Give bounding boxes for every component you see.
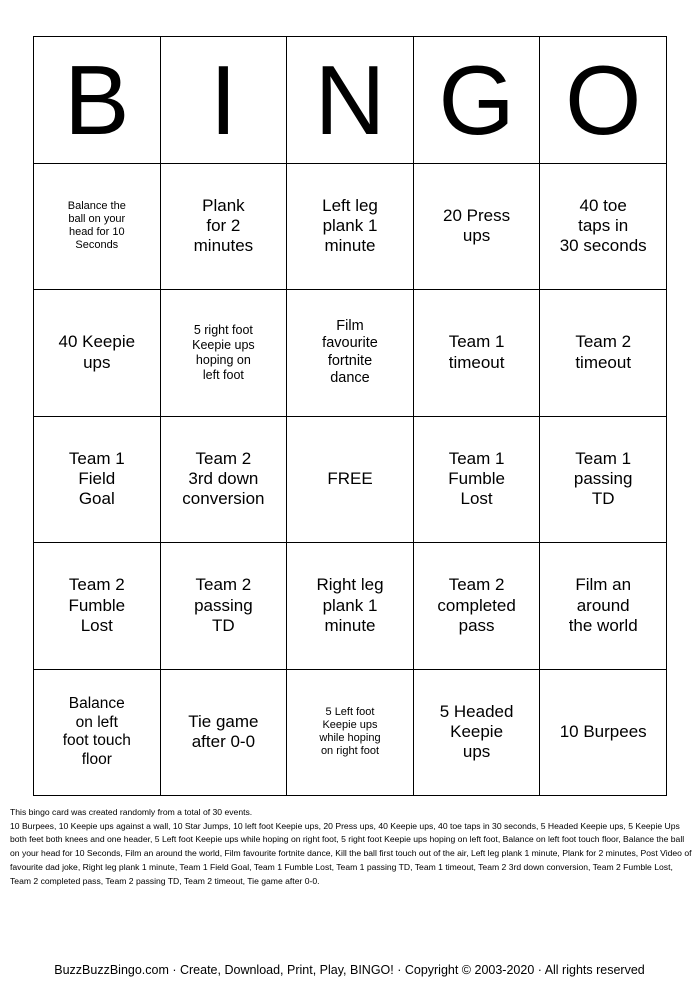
cell-text: 5 Left foot Keepie ups while hoping on right foot	[319, 705, 381, 758]
cell-text: Team 1 timeout	[448, 332, 505, 372]
bingo-cell	[287, 670, 414, 797]
bingo-cell	[34, 164, 161, 291]
bingo-cell	[287, 164, 414, 291]
bingo-cell	[34, 670, 161, 797]
cell-text: Team 1 Field Goal	[68, 448, 125, 509]
bingo-cell	[414, 417, 541, 544]
cell-text: Team 1 Fumble Lost	[448, 448, 505, 509]
cell-text: 10 Burpees	[559, 722, 647, 742]
bingo-cell	[414, 543, 541, 670]
cell-text: Balance the ball on your head for 10 Seconds	[67, 199, 126, 252]
cell-text: Right leg plank 1 minute	[316, 575, 384, 635]
bingo-cell	[161, 417, 288, 544]
cell-text: Team 1 passing TD	[573, 448, 633, 509]
card-info-intro: This bingo card was created randomly from a total of 30 events.	[10, 807, 253, 817]
bingo-cell	[540, 290, 667, 417]
bingo-cell	[161, 164, 288, 291]
card-info-events: 10 Burpees, 10 Keepie ups against a wall, 10 Star Jumps, 10 left foot Keepie ups, 20 Press ups, 40 Keepie ups, 40 toe taps in 30 seconds, 5 Headed Keepie ups, 5 Keepie Ups both feet both knees and one header, 5 Left foot Keepie ups while hoping on right foot, 5 right foot Keepie ups hoping on left foot, Balance on left foot touch floor, Balance the ball on your head for 10 Seconds, Film an around the world, Film favourite fortnite dance, Kill the ball first touch out of the air, Left leg plank 1 minute, Plank for 2 minutes, Post Video of favourite dad joke, Right leg plank 1 minute, Team 1 Field Goal, Team 1 Fumble Lost, Team 1 passing TD, Team 1 timeout, Team 2 3rd down conversion, Team 2 Fumble Lost, Team 2 completed pass, Team 2 passing TD, Team 2 timeout, Tie game after 0-0.	[10, 820, 692, 886]
header-letter-n: N	[287, 37, 414, 164]
cell-text: 20 Press ups	[443, 205, 511, 246]
card-info	[10, 806, 692, 888]
bingo-cell	[414, 670, 541, 797]
cell-text: Balance on left foot touch floor	[62, 695, 131, 768]
header-letter-o: O	[540, 37, 667, 164]
free-space	[287, 417, 414, 544]
cell-text: Film an around the world	[568, 575, 638, 635]
header-letter-i: I	[161, 37, 288, 164]
cell-text: 5 Headed Keepie ups	[439, 701, 514, 762]
bingo-cell	[161, 543, 288, 670]
bingo-cell	[540, 164, 667, 291]
cell-text: Left leg plank 1 minute	[322, 195, 378, 256]
cell-text: 40 Keepie ups	[58, 332, 136, 372]
bingo-cell	[161, 290, 288, 417]
cell-text: Team 2 3rd down conversion	[182, 448, 265, 509]
bingo-cell	[287, 543, 414, 670]
cell-text: Tie game after 0-0	[188, 711, 259, 752]
bingo-cell	[34, 290, 161, 417]
bingo-cell	[540, 670, 667, 797]
cell-text: 5 right foot Keepie ups hoping on left foot	[192, 322, 255, 382]
cell-text: FREE	[327, 469, 373, 489]
bingo-cell	[540, 543, 667, 670]
bingo-card	[33, 36, 667, 796]
cell-text: Team 2 timeout	[575, 332, 632, 372]
cell-text: Plank for 2 minutes	[193, 195, 254, 256]
bingo-cell	[34, 417, 161, 544]
header-letter-b: B	[34, 37, 161, 164]
cell-text: Team 2 passing TD	[194, 575, 253, 635]
bingo-cell	[414, 290, 541, 417]
header-letter-g: G	[414, 37, 541, 164]
bingo-cell	[161, 670, 288, 797]
cell-text: Team 2 completed pass	[437, 575, 516, 635]
bingo-cell	[287, 290, 414, 417]
cell-text: Film favourite fortnite dance	[322, 317, 378, 387]
bingo-cell	[540, 417, 667, 544]
footer-text: BuzzBuzzBingo.com · Create, Download, Print, Play, BINGO! · Copyright © 2003-2020 · All rights reserved	[54, 963, 645, 977]
bingo-cell	[414, 164, 541, 291]
bingo-cell	[34, 543, 161, 670]
cell-text: 40 toe taps in 30 seconds	[559, 195, 647, 256]
cell-text: Team 2 Fumble Lost	[68, 575, 126, 635]
